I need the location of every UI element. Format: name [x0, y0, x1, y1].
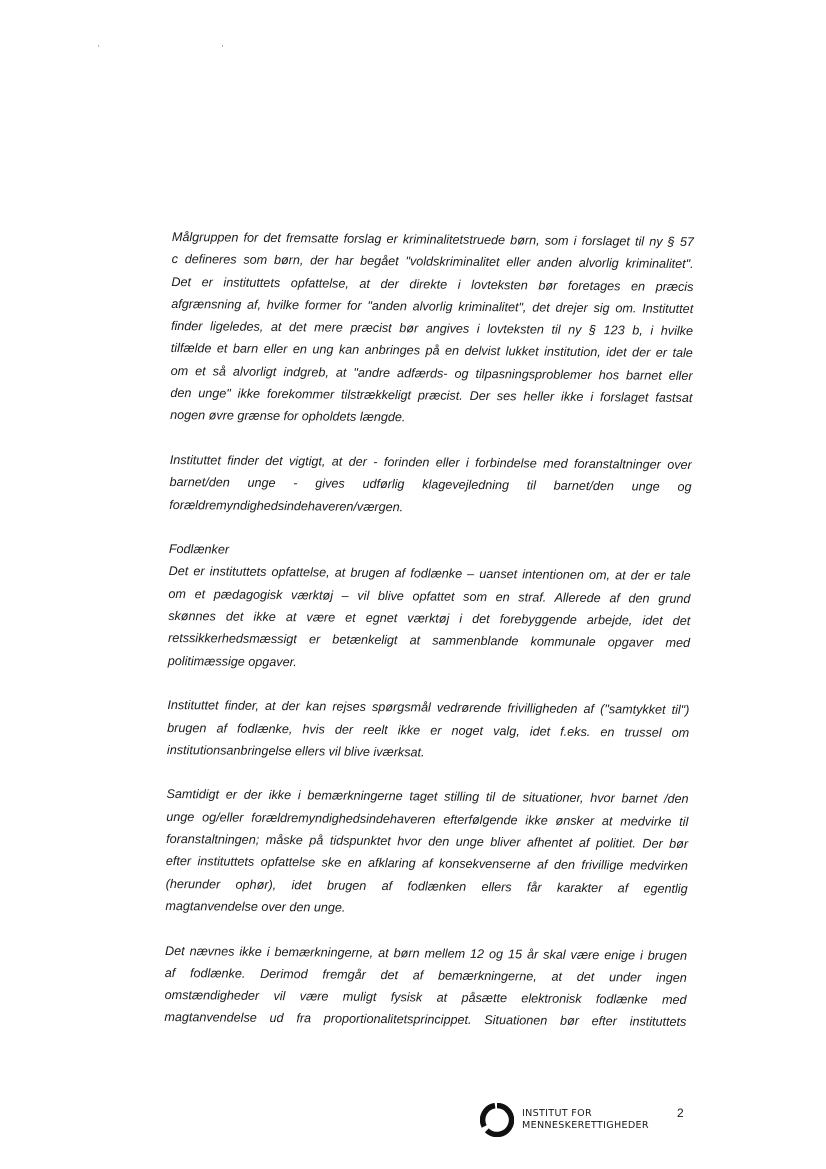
page-number: 2: [677, 1106, 684, 1120]
logo-line-menneskerettigheder: MENNESKERETTIGHEDER: [522, 1120, 649, 1131]
institute-logo: [480, 1103, 649, 1137]
text-line: unge og/eller forældremyndighedsindehaveren efterfølgende ikke ønsker at medvirke til: [166, 809, 689, 829]
document-body: [164, 226, 694, 1056]
text-line: om et så alvorligt indgreb, at "andre adfærds- og tilpasningsproblemer hos barnet eller: [170, 363, 693, 383]
circle-ring-logo-icon: [480, 1103, 514, 1137]
text-line: barnet/den unge - gives udførlig klagevejledning til barnet/den unge og: [169, 475, 692, 495]
text-line: skønnes det ikke at være et egnet værktøj i det forebyggende arbejde, idet det: [168, 609, 691, 629]
paragraph-consent-situations: [165, 783, 688, 922]
scan-artifact-marks: ' ': [98, 44, 284, 53]
text-line: tilfælde et barn eller en ung kan anbringes på en delvist lukket institution, idet der er tale: [170, 341, 693, 361]
text-line: c defineres som børn, der har begået "voldskriminalitet eller anden alvorlig kriminalitet".: [171, 252, 694, 272]
paragraph-target-group: [170, 226, 694, 432]
text-line: afgrænsning af, hvilke former for "anden alvorlig kriminalitet", det drejer sig om. Instituttet: [171, 296, 694, 316]
text-line: Det nævnes ikke i bemærkningerne, at børn mellem 12 og 15 år skal være enige i brugen: [164, 943, 688, 963]
text-line: politimæssige opgaver.: [167, 653, 297, 669]
paragraph-ankle-monitors: [168, 538, 691, 677]
logo-line-institut: INSTITUT FOR: [522, 1108, 592, 1119]
text-line: retssikkerhedsmæssigt er betænkeligt at sammenblande kommunale opgaver med: [167, 631, 691, 651]
text-line: foranstaltningen; måske på tidspunktet hvor den unge bliver afhentet af politiet. Der bør: [166, 831, 689, 851]
logo-wordmark: [522, 1108, 649, 1132]
text-line: brugen af fodlænke, hvis der reelt ikke er noget valg, idet f.eks. en trussel om: [167, 720, 690, 740]
paragraph-complaint-guidance: [169, 449, 692, 521]
text-line: Samtidigt er der ikke i bemærkningerne taget stilling til de situationer, hvor barnet /den: [166, 787, 689, 807]
paragraph-voluntariness: [167, 694, 690, 766]
text-line: omstændigheder vil være muligt fysisk at påsætte elektronisk fodlænke med: [164, 988, 687, 1008]
text-line: Målgruppen for det fremsatte forslag er kriminalitetstruede børn, som i forslaget til ny § 57: [171, 229, 694, 250]
paragraph-age-agreement: [164, 939, 687, 1033]
text-line: om et pædagogisk værktøj – vil blive opfattet som en straf. Allerede af den grund: [168, 586, 691, 606]
text-line: magtanvendelse ud fra proportionalitetsprincippet. Situationen bør efter instituttets: [164, 1010, 687, 1030]
text-line: nogen øvre grænse for opholdets længde.: [170, 408, 406, 425]
text-line: af fodlænke. Derimod fremgår det af bemærkningerne, at det under ingen: [164, 965, 687, 985]
text-line: Det er instituttets opfattelse, at brugen af fodlænke – uanset intentionen om, at der er tale: [168, 564, 691, 584]
text-line: finder ligeledes, at det mere præcist bør angives i lovteksten til ny § 123 b, i hvilke: [170, 319, 694, 339]
text-line: (herunder ophør), idet brugen af fodlænken ellers får karakter af egentlig: [165, 876, 688, 896]
text-line: Instituttet finder, at der kan rejses spørgsmål vedrørende frivilligheden af ("samtykket til"): [167, 698, 690, 718]
text-line: institutionsanbringelse ellers vil blive iværksat.: [166, 742, 425, 760]
text-line: Instituttet finder det vigtigt, at der - forinden eller i forbindelse med foranstaltninger over: [169, 452, 692, 472]
text-line: magtanvendelse over den unge.: [165, 898, 346, 915]
section-heading: Fodlænker: [168, 542, 230, 557]
text-line: Det er instituttets opfattelse, at der direkte i lovteksten bør foretages en præcis: [171, 274, 694, 294]
text-line: forældremyndighedsindehaveren/værgen.: [169, 497, 404, 514]
text-line: efter instituttets opfattelse ske en afklaring af konsekvenserne af den frivillige medvirken: [165, 854, 688, 874]
text-line: den unge" ikke forekommer tilstrækkeligt præcist. Der ses heller ikke i forslaget fastsat: [170, 386, 693, 406]
